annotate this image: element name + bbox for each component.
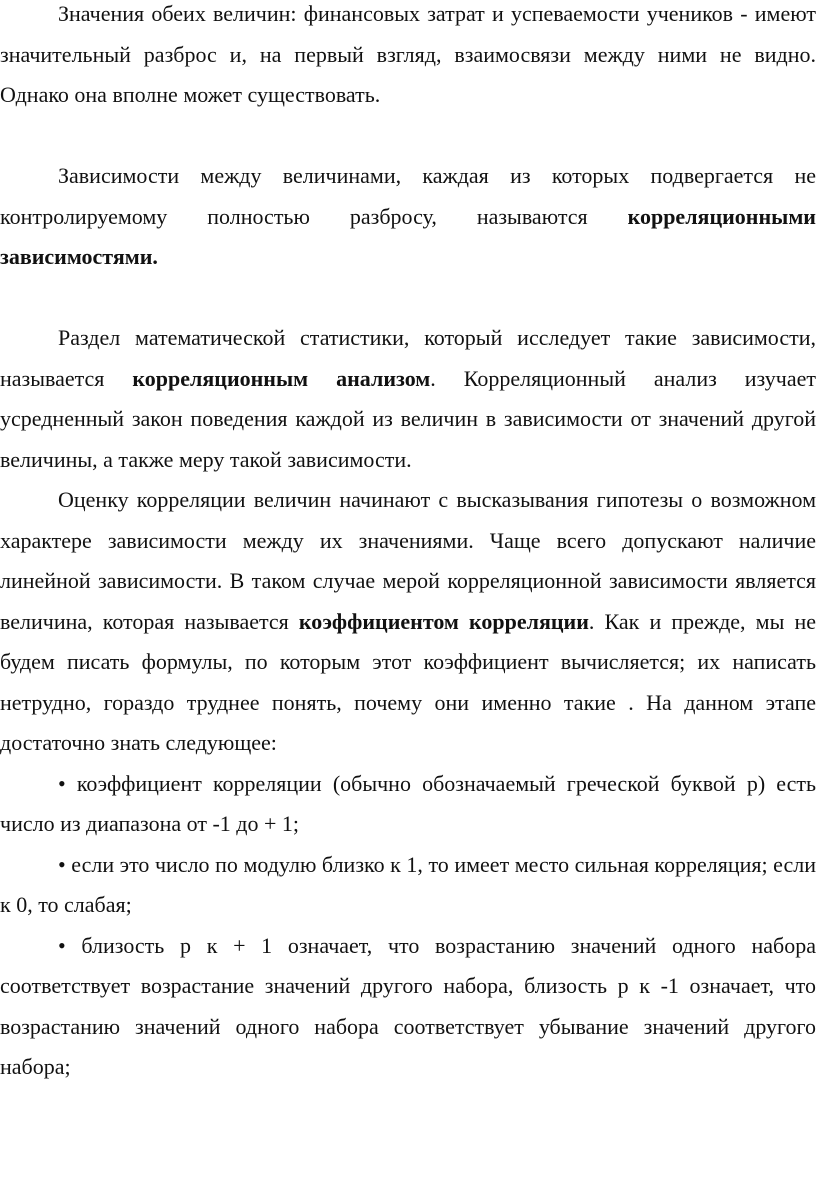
paragraph-text: Раздел математической статистики, который исследует такие зависимости, называется [0,325,816,391]
paragraph-intro [0,0,816,116]
term-correlation-analysis: корреляционным анализом [132,365,431,391]
paragraph-text: . Корреляционный анализ изучает усредненный закон поведения каждой из величин в зависимости от значений другой величины, а также меру такой зависимости. [0,365,816,472]
paragraph-text: Оценку корреляции величин начинают с высказывания гипотезы о возможном характере зависимости между их значениями. Чаще всего допускают наличие линейной зависимости. В таком случае мерой корреляционной зависимости является величина, которая называется [0,487,816,634]
bullet-text: • близость р к + 1 означает, что возрастанию значений одного набора соответствует возрастание значений другого набора, близость р к -1 означает, что возрастанию значений одного набора соответствует убывание значений другого набора; [0,932,816,1079]
term-correlation-coefficient: коэффициентом корреляции [298,608,589,634]
bullet-item-direction [0,926,816,1088]
bullet-text: • если это число по модулю близко к 1, то имеет место сильная корреляция; если к 0, то слабая; [0,851,816,917]
bullet-item-strength [0,845,816,926]
term-correlation-dependencies: корреляционными зависимостями. [0,203,816,269]
paragraph-correlation-definition [0,156,816,278]
paragraph-text: Зависимости между величинами, каждая из которых подвергается не контролируемому полностью разбросу, называются [0,163,816,229]
bullet-text: • коэффициент корреляции (обычно обозначаемый греческой буквой р) есть число из диапазона от -1 до + 1; [0,770,816,836]
paragraph-text: . Как и прежде, мы не будем писать формулы, по которым этот коэффициент вычисляется; их написать нетрудно, гораздо труднее понять, почему они именно такие . На данном этапе достаточно знать следующее: [0,608,816,755]
paragraph-gap [0,116,816,157]
paragraph-intro-text: Значения обеих величин: финансовых затрат и успеваемости учеников - имеют значительный разброс и, на первый взгляд, взаимосвязи между ними не видно. Однако она вполне может существовать. [0,1,816,107]
paragraph-correlation-coefficient [0,480,816,764]
bullet-item-range [0,764,816,845]
paragraph-gap [0,278,816,319]
paragraph-correlation-analysis [0,318,816,480]
